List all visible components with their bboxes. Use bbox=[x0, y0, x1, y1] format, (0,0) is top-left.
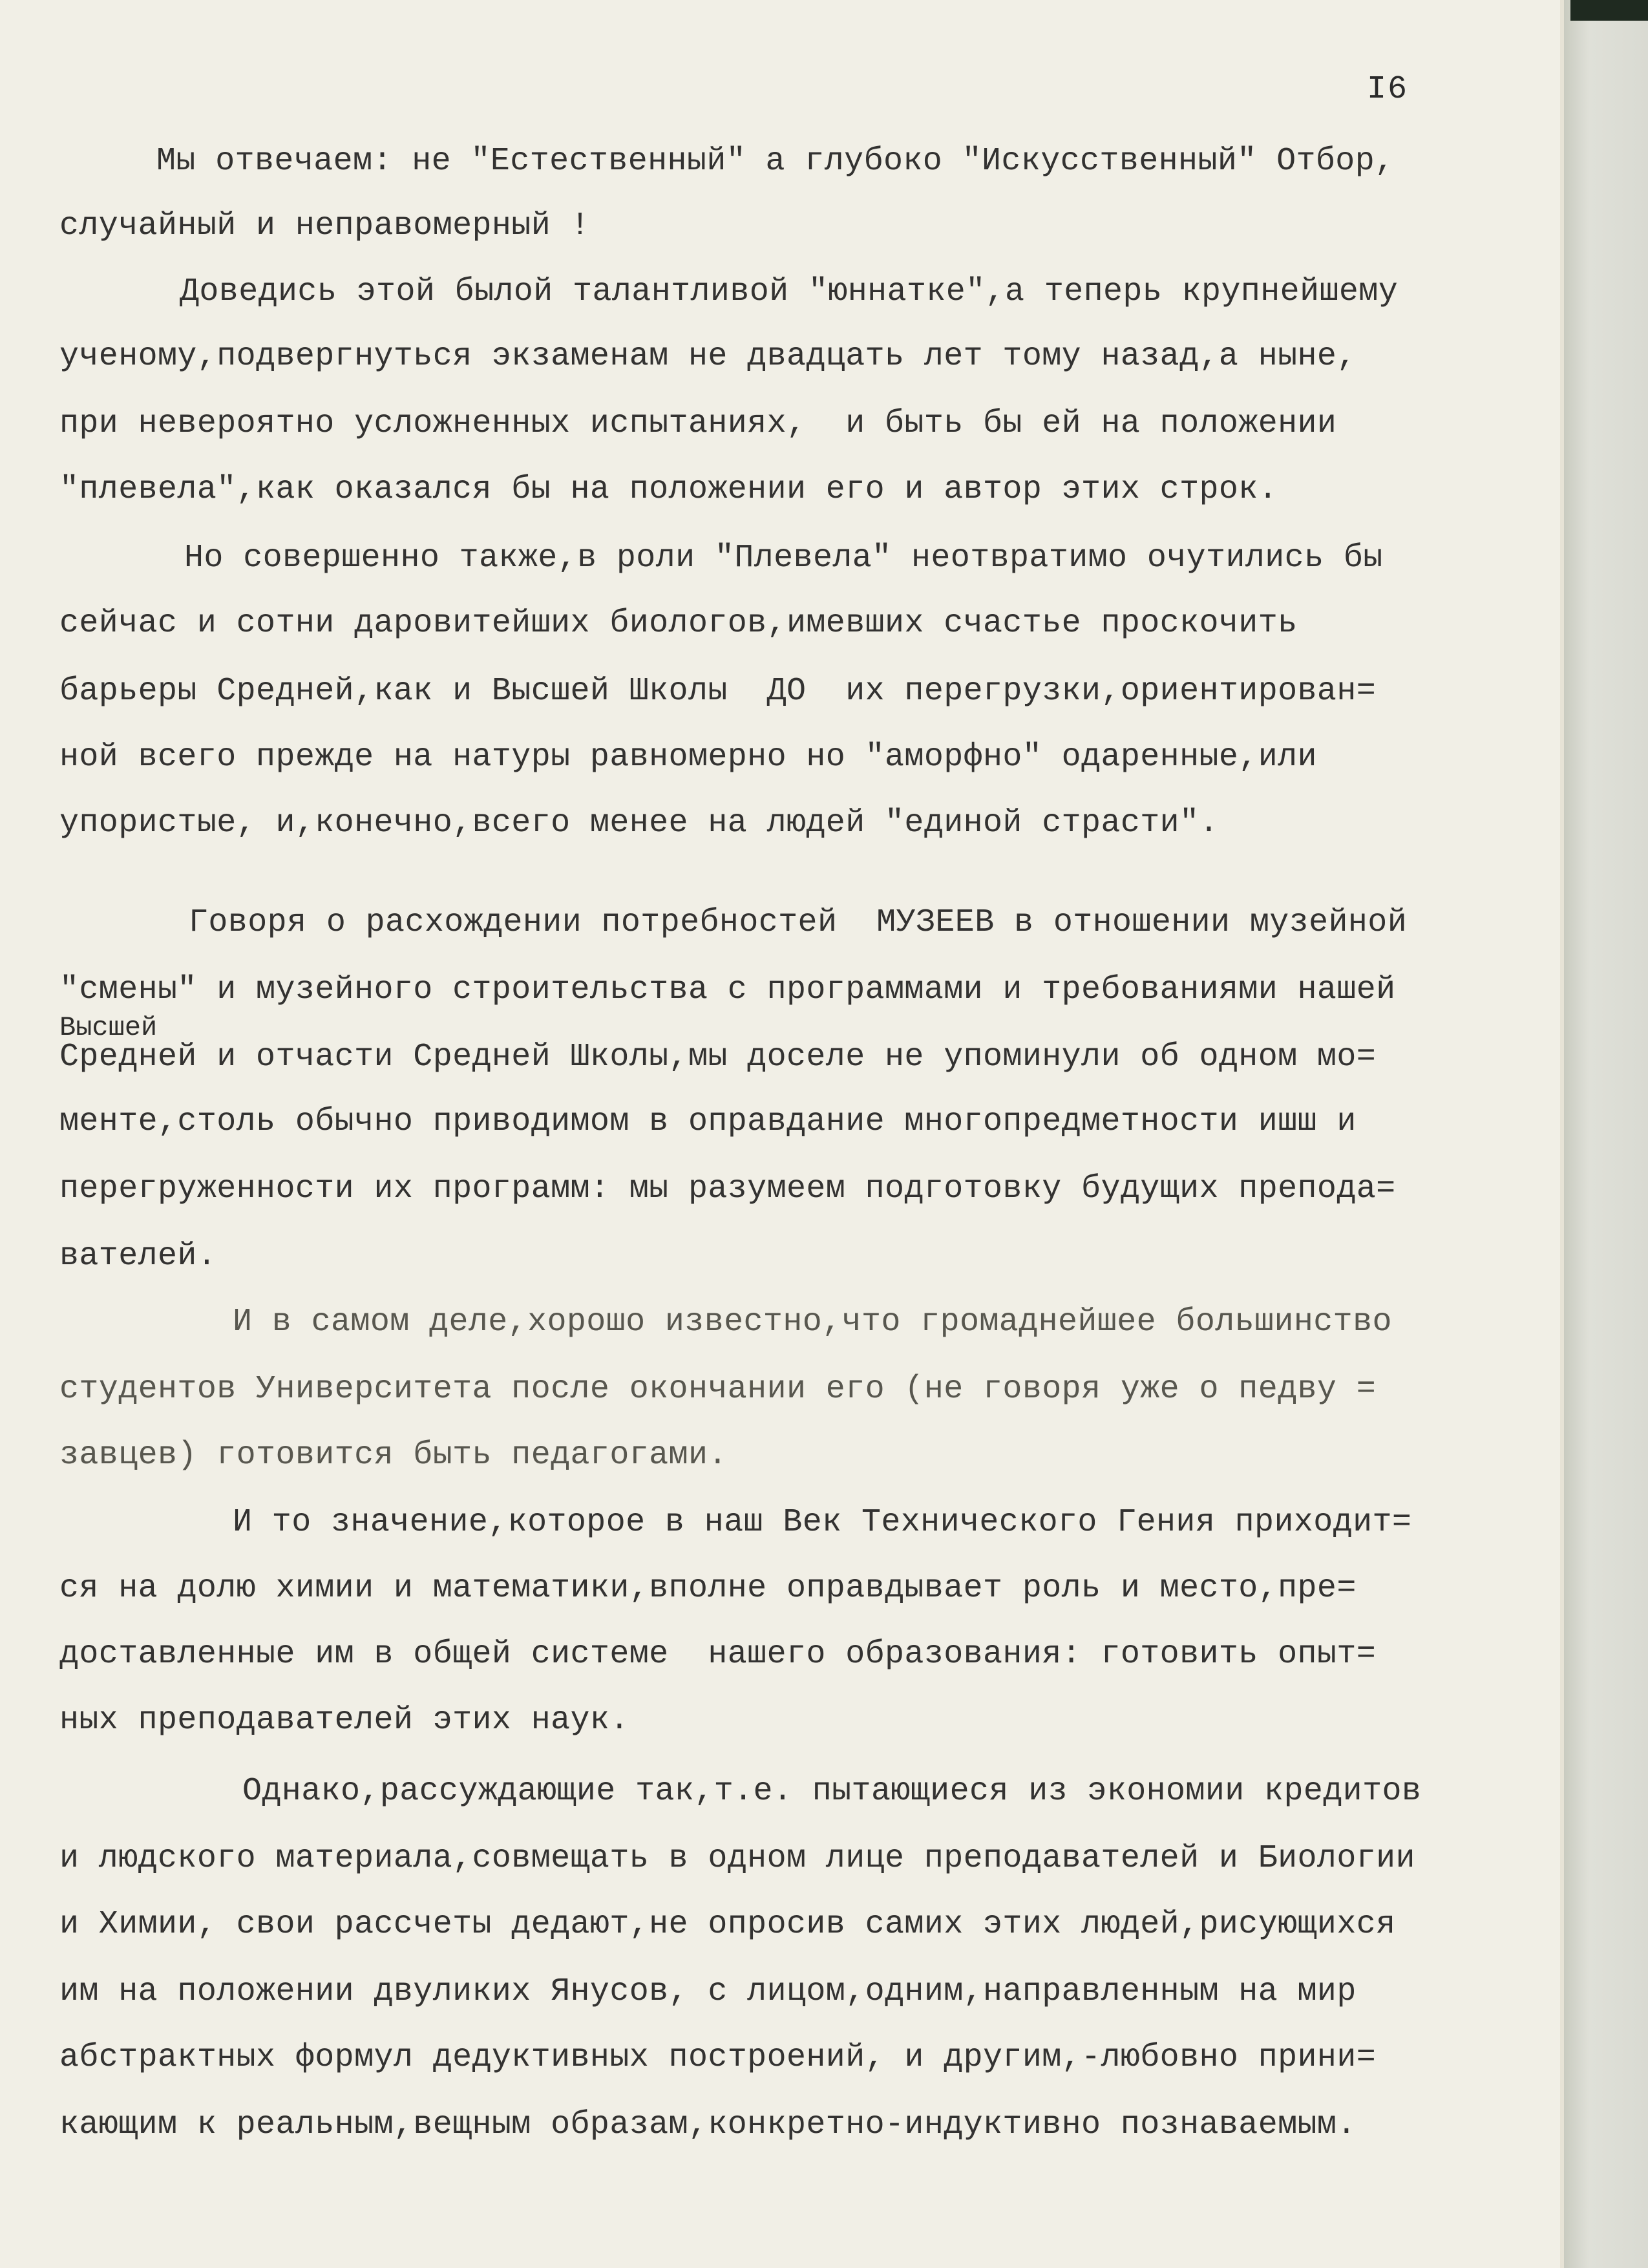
text-line: Говоря о расхождении потребностей МУЗЕЕВ в отношении музейной bbox=[189, 904, 1408, 941]
text-line: доставленные им в общей системе нашего образования: готовить опыт= bbox=[59, 1636, 1377, 1673]
text-line: "плевела",как оказался бы на положении его и автор этих строк. bbox=[59, 471, 1278, 508]
text-line: студентов Университета после окончании его (не говоря уже о педву = bbox=[59, 1371, 1377, 1408]
text-line: менте,столь обычно приводимом в оправдание многопредметности ишш и bbox=[59, 1103, 1357, 1140]
text-line: ных преподавателей этих наук. bbox=[59, 1702, 629, 1739]
text-line: И в самом деле,хорошо известно,что громаднейшее большинство bbox=[233, 1304, 1392, 1341]
text-line: И то значение,которое в наш Век Технического Гения приходит= bbox=[233, 1504, 1412, 1541]
text-line: завцев) готовится быть педагогами. bbox=[59, 1437, 728, 1474]
text-line: Средней и отчасти Средней Школы,мы доселе не упоминули об одном мо= bbox=[59, 1039, 1377, 1076]
text-line: барьеры Средней,как и Высшей Школы ДО их перегрузки,ориентирован= bbox=[59, 673, 1377, 710]
page-number: I6 bbox=[1367, 71, 1409, 108]
typed-correction: Высшей bbox=[59, 1012, 158, 1043]
text-line: при невероятно усложненных испытаниях, и быть бы ей на положении bbox=[59, 405, 1337, 442]
scan-corner-shadow bbox=[1570, 0, 1648, 21]
text-line: абстрактных формул дедуктивных построений, и другим,-любовно прини= bbox=[59, 2039, 1377, 2076]
text-line: Но совершенно также,в роли "Плевела" неотвратимо очутились бы bbox=[184, 540, 1383, 577]
text-line: им на положении двуликих Янусов, с лицом,одним,направленным на мир bbox=[59, 1973, 1357, 2010]
text-line: сейчас и сотни даровитейших биологов,имевших счастье проскочить bbox=[59, 605, 1298, 642]
text-line: и Химии, свои рассчеты дедают,не опросив самих этих людей,рисующихся bbox=[59, 1906, 1396, 1943]
text-line: Мы отвечаем: не "Естественный" а глубоко "Искусственный" Отбор, bbox=[156, 143, 1395, 180]
text-line: ся на долю химии и математики,вполне оправдывает роль и место,пре= bbox=[59, 1570, 1357, 1607]
text-line: упористые, и,конечно,всего менее на людей "единой страсти". bbox=[59, 805, 1219, 842]
text-line: Доведись этой былой талантливой "юннатке",а теперь крупнейшему bbox=[180, 273, 1399, 310]
text-line: и людского материала,совмещать в одном лице преподавателей и Биологии bbox=[59, 1840, 1415, 1877]
text-line: ной всего прежде на натуры равномерно но "аморфно" одаренные,или bbox=[59, 739, 1317, 776]
text-line: Однако,рассуждающие так,т.е. пытающиеся из экономии кредитов bbox=[242, 1773, 1422, 1810]
page-edge-strip bbox=[1564, 0, 1648, 2268]
text-line: вателей. bbox=[59, 1238, 217, 1275]
text-line: случайный и неправомерный ! bbox=[59, 207, 590, 244]
text-line: кающим к реальным,вещным образам,конкретно-индуктивно познаваемым. bbox=[59, 2106, 1357, 2143]
text-line: "смены" и музейного строительства с программами и требованиями нашей bbox=[59, 971, 1396, 1008]
text-line: перегруженности их программ: мы разумеем подготовку будущих препода= bbox=[59, 1171, 1396, 1207]
text-line: ученому,подвергнуться экзаменам не двадцать лет тому назад,а ныне, bbox=[59, 338, 1357, 375]
